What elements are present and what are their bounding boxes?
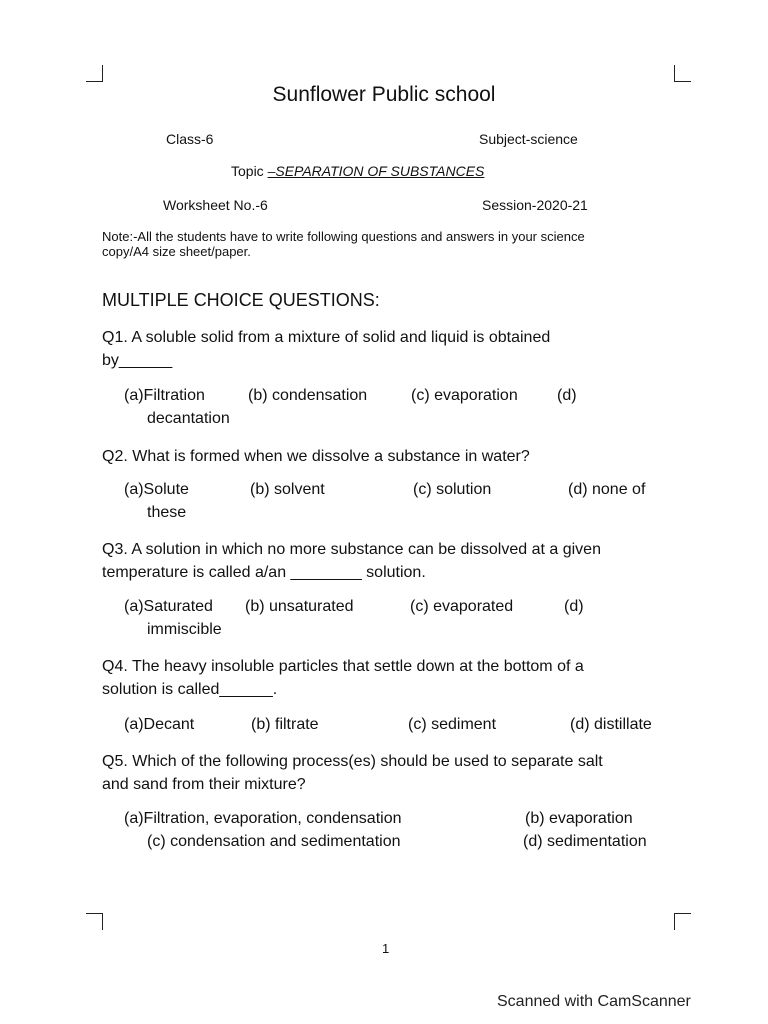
note [102, 229, 662, 259]
q3-option-b: (b) unsaturated [245, 598, 354, 615]
q2-option-b: (b) solvent [250, 481, 325, 498]
q4-option-d: (d) distillate [570, 716, 652, 733]
q5-option-d: (d) sedimentation [523, 833, 647, 850]
crop-mark-bottom-left [86, 913, 103, 930]
q4-option-a: (a)Decant [124, 716, 195, 733]
question-3 [102, 538, 672, 584]
q4-option-b: (b) filtrate [251, 716, 319, 733]
page-number: 1 [382, 941, 390, 956]
crop-mark-top-right [674, 65, 691, 82]
q2-option-d-wrap: these [147, 504, 187, 521]
question-2 [102, 445, 672, 468]
q5-option-b: (b) evaporation [525, 810, 633, 827]
question-4 [102, 655, 672, 701]
q4-option-c: (c) sediment [408, 716, 497, 733]
note-line-1: Note:-All the students have to write following questions and answers in your science [102, 229, 585, 244]
question-3-line-1: Q3. A solution in which no more substance can be dissolved at a given [102, 541, 601, 558]
question-5-line-1: Q5. Which of the following process(es) should be used to separate salt [102, 753, 603, 770]
q2-option-a: (a)Solute [124, 481, 189, 498]
crop-mark-bottom-right [674, 913, 691, 930]
question-1-line-1: Q1. A soluble solid from a mixture of solid and liquid is obtained [102, 329, 551, 346]
q3-option-c: (c) evaporated [410, 598, 514, 615]
topic-label: Topic [231, 163, 268, 179]
q2-option-d: (d) none of [568, 481, 646, 498]
topic-line [231, 163, 484, 179]
subject-label: Subject-science [479, 131, 578, 147]
q3-option-a: (a)Saturated [124, 598, 213, 615]
q1-option-b: (b) condensation [248, 387, 368, 404]
question-1 [102, 326, 672, 372]
q1-option-a: (a)Filtration [124, 387, 205, 404]
school-title: Sunflower Public school [272, 83, 496, 106]
q2-option-c: (c) solution [413, 481, 492, 498]
section-title: MULTIPLE CHOICE QUESTIONS: [102, 290, 380, 310]
q5-option-c: (c) condensation and sedimentation [147, 833, 401, 850]
question-2-line-1: Q2. What is formed when we dissolve a substance in water? [102, 448, 530, 465]
session-label: Session-2020-21 [482, 197, 588, 213]
q1-option-d-wrap: decantation [147, 410, 230, 427]
q1-option-d: (d) [557, 387, 577, 404]
note-line-2: copy/A4 size sheet/paper. [102, 244, 251, 259]
q3-option-d-wrap: immiscible [147, 621, 222, 638]
question-4-line-1: Q4. The heavy insoluble particles that settle down at the bottom of a [102, 658, 584, 675]
topic-value: –SEPARATION OF SUBSTANCES [267, 163, 485, 179]
question-1-line-2: by______ [102, 352, 173, 369]
q5-option-a: (a)Filtration, evaporation, condensation [124, 810, 402, 827]
question-3-line-2: temperature is called a/an ________ solution. [102, 564, 426, 581]
question-5 [102, 750, 672, 796]
crop-mark-top-left [86, 65, 103, 82]
q3-option-d: (d) [564, 598, 584, 615]
scanner-watermark: Scanned with CamScanner [497, 993, 691, 1010]
question-4-line-2: solution is called______. [102, 681, 278, 698]
class-label: Class-6 [166, 131, 214, 147]
question-5-line-2: and sand from their mixture? [102, 776, 306, 793]
worksheet-label: Worksheet No.-6 [163, 197, 268, 213]
q1-option-c: (c) evaporation [411, 387, 518, 404]
